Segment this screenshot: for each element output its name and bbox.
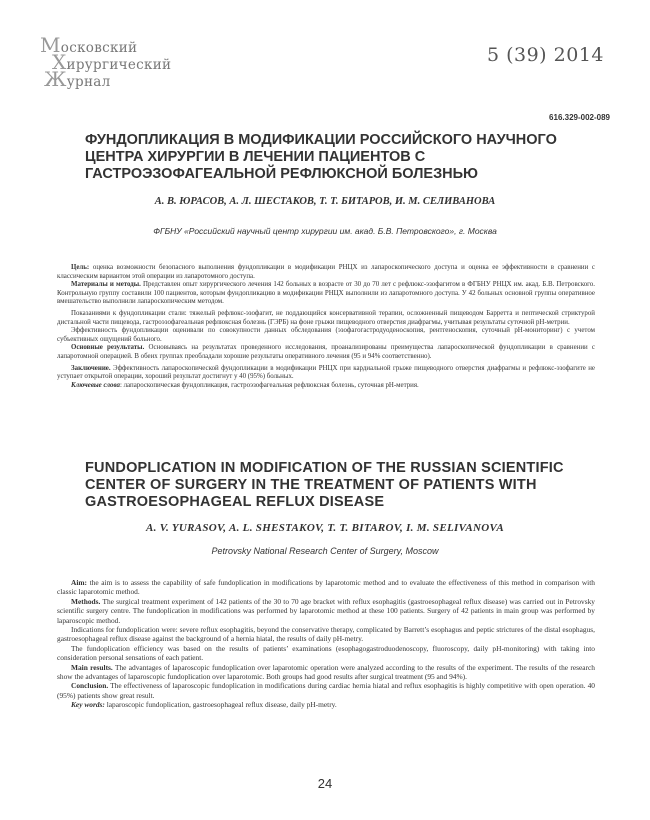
- authors-en: A. V. YURASOV, A. L. SHESTAKOV, T. T. BITAROV, I. M. SELIVANOVA: [145, 522, 504, 534]
- abstract-en-keywords: Key words: laparoscopic fundoplication, gastroesophageal reflux disease, daily pH-metry.: [71, 700, 337, 710]
- abstract-en-conclusion: Conclusion. The effectiveness of laparoscopic fundoplication in modifications during cardiac hernia hiatal and reflux esophagitis is highly competitive with open operation. 40 (95%) patients show great result.: [57, 681, 595, 700]
- logo-line-1: Московский: [40, 33, 138, 57]
- abstract-en-indications: Indications for fundoplication were: severe reflux esophagitis, beyond the conservative therapy, complicated by Barrett’s esophagus and peptic strictures of the distal esophagus, gastroesophageal reflux disease against the background of a hernia hiatal, the results of daily pH-metry.: [57, 625, 595, 644]
- logo-line-2: Хирургический: [52, 50, 172, 74]
- abstract-en-methods: Methods. The surgical treatment experiment of 142 patients of the 30 to 70 age bracket with reflux esophagitis (gastroesophageal reflux disease) was carried out in Petrovsky scientific surgery centre. The fundoplication in modifications was performed by laparotomic method at these 100 patients. Surgery of 42 patients in main group was performed by laparoscopic method.: [57, 596, 595, 625]
- authors-ru: А. В. ЮРАСОВ, А. Л. ШЕСТАКОВ, Т. Т. БИТАРОВ, И. М. СЕЛИВАНОВА: [154, 196, 496, 207]
- logo-line-3: Журнал: [44, 67, 111, 91]
- article-title-ru: ФУНДОПЛИКАЦИЯ В МОДИФИКАЦИИ РОССИЙСКОГО НАУЧНОГО ЦЕНТРА ХИРУРГИИ В ЛЕЧЕНИИ ПАЦИЕНТОВ С ГАСТРОЭЗОФАГЕАЛЬНОЙ РЕФЛЮКСНОЙ БОЛЕЗНЬЮ: [85, 132, 557, 182]
- affiliation-en: Petrovsky National Research Center of Surgery, Moscow: [211, 546, 439, 556]
- udc-code: 616.329-002-089: [549, 113, 610, 122]
- abstract-ru-efficiency: Эффективность фундопликации оценивали по совокупности данных обследования (эзофагогастродуоденоскопия, рентгеноскопия, суточный рН-мониторинг) с учетом субъективных ощущений больного.: [57, 327, 595, 343]
- journal-logo: [40, 33, 190, 91]
- abstract-ru-keywords: Ключевые слова: лапароскопическая фундопликация, гастроэзофагеальная рефлюксная болезнь, суточная рН-метрия.: [71, 381, 419, 389]
- abstract-en: [57, 578, 595, 710]
- abstract-en-results: Main results. The advantages of laparoscopic fundoplication over laparotomic operation were analyzed according to the results of the experiment. The results of the research show the advantages of laparoscopic fundoplication over laparotomic. Both groups had good results after surgical treatment (95 and 94%).: [57, 662, 596, 682]
- affiliation-ru: ФГБНУ «Российский научный центр хирургии им. акад. Б.В. Петровского», г. Москва: [153, 226, 497, 236]
- abstract-en-efficiency: The fundoplication efficiency was based on the results of patients’ examinations (esophagogastroduodenoscopy, fluoroscopy, daily pH-monitoring) with taking into consideration personal sensations of each patient.: [57, 643, 595, 663]
- page-number: 24: [317, 776, 333, 791]
- abstract-ru-methods: Материалы и методы. Представлен опыт хирургического лечения 142 больных в возрасте от 30 до 70 лет с рефлюкс-эзофагитом в ФГБНУ РНЦХ им. акад. Б.В. Петровского. Контрольную группу составили 100 пациентов, которым фундопликацию в модификации РНЦХ выполнили из лапаротомного доступа. У 42 больных основной группы оперативное вмешательство выполнили лапароскопическим методом.: [57, 281, 595, 306]
- article-title-en: FUNDOPLICATION IN MODIFICATION OF THE RUSSIAN SCIENTIFIC CENTER OF SURGERY IN THE TREATMENT OF PATIENTS WITH GASTROESOPHAGEAL REFLUX DISEASE: [85, 460, 564, 510]
- issue-number: 5 (39) 2014: [486, 44, 604, 66]
- abstract-ru: [57, 264, 595, 390]
- abstract-ru-conclusion: Заключение. Эффективность лапароскопической фундопликации в модификации РНЦХ при кардиальной грыже пищеводного отверстия диафрагмы и рефлюкс-эзофагите не уступает открытой операции, хороший результат достигнут у 40 (95%) больных.: [57, 364, 595, 381]
- abstract-ru-indications: Показаниями к фундопликации стали: тяжелый рефлюкс-эзофагит, не поддающийся консервативной терапии, осложненный пищеводом Барретта и пептической стриктурой дистальной части пищевода, гастроэзофагеальная рефлюксная болезнь (ГЭРБ) на фоне грыжи пищеводного отверстия диафрагмы, учитывая результаты суточной рН-метрии.: [57, 309, 595, 326]
- abstract-ru-results: Основные результаты. Основываясь на результатах проведенного исследования, проанализированы преимущества лапароскопической фундопликации в сравнении с лапаротомной операцией. В обеих группах преобладали хорошие результаты оперативного лечения (95 и 94% соответственно).: [57, 344, 595, 360]
- abstract-en-aim: Aim: the aim is to assess the capability of safe fundoplication in modifications by laparotomic method and to evaluate the effectiveness of this method in comparison with classic laparotomic method.: [57, 578, 595, 597]
- abstract-ru-aim: Цель: оценка возможности безопасного выполнения фундопликации в модификации РНЦХ из лапароскопического доступа и оценка ее эффективности в сравнении с классическим вариантом этой операции из лапаротомного доступа.: [57, 264, 595, 280]
